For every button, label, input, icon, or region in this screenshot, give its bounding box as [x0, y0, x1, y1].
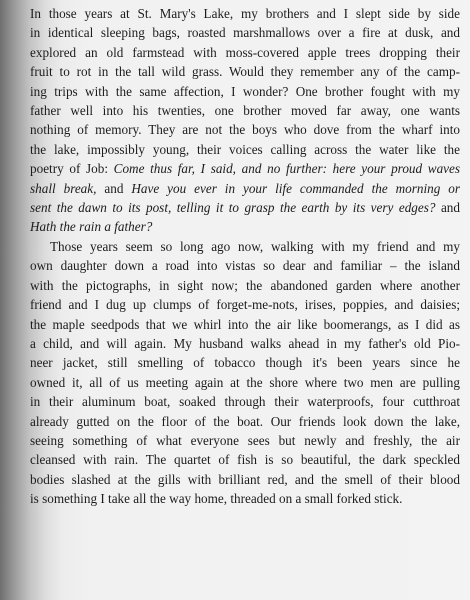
text-line	[30, 179, 460, 198]
text-line: the lake, impossibly young, their voices calling across the water like the	[30, 141, 460, 157]
text-line: nothing of memory. They are not the boys who dove from the wharf into	[30, 122, 460, 138]
job-quote: shall break,	[30, 180, 97, 196]
text-line: in their aluminum boat, soaked through their waterproofs, four cutthroat	[30, 394, 460, 410]
job-quote: Hath the rain a father?	[30, 219, 153, 235]
body-text	[30, 4, 460, 509]
text-line: ing trips with the same affection, I wonder? One brother fought with my	[30, 83, 460, 99]
text-line: In those years at St. Mary's Lake, my brothers and I slept side by side	[30, 6, 460, 21]
text-line	[30, 159, 460, 178]
job-quote: Come thus far, I said, and no further: here your proud waves	[113, 161, 460, 177]
text-line: cleansed with rain. The quartet of fish is so beautiful, the dark speckled	[30, 452, 460, 468]
text-line: seeing something of what everyone sees but newly and freshly, the air	[30, 432, 460, 448]
text-line: Those years seem so long ago now, walking with my friend and my	[50, 238, 460, 254]
text-line: father well into his twenties, one brother moved far away, one wants	[30, 103, 460, 119]
text-line: a child, and will again. My husband walks ahead in my father's old Pio-	[30, 335, 460, 351]
job-quote: Have you ever in your life commanded the morning or	[131, 180, 460, 196]
text-line: the maple seedpods that we whirl into the air like boomerangs, as I did as	[30, 316, 460, 332]
text-line: in identical sleeping bags, roasted marshmallows over a fire at dusk, and	[30, 25, 460, 41]
text-line: own daughter down a road into vistas so dear and familiar – the island	[30, 258, 460, 274]
text-line: is something I take all the way home, threaded on a small forked stick.	[30, 491, 403, 507]
job-quote: sent the dawn to its post, telling it to grasp the earth by its very edges?	[30, 200, 436, 216]
text-segment: and	[96, 180, 132, 196]
text-line: neer jacket, still smelling of tobacco though it's been years since he	[30, 355, 460, 371]
text-line: bodies slashed at the gills with brilliant red, and the smell of their blood	[30, 471, 460, 487]
text-line: explored an old farmstead with moss-covered apple trees dropping their	[30, 44, 460, 60]
text-line: fruit to rot in the tall wild grass. Would they remember any of the camp-	[30, 64, 460, 80]
text-line: with the pictographs, in sight now; the abandoned garden where another	[30, 277, 460, 293]
text-line: friend and I dug up clumps of forget-me-nots, irises, poppies, and daisies;	[30, 297, 460, 313]
text-line	[30, 198, 460, 217]
text-line	[30, 217, 460, 236]
text-line: owned it, all of us meeting again at the shore where two men are pulling	[30, 374, 460, 390]
text-line: already gutted on the floor of the boat. Our friends look down the lake,	[30, 413, 460, 429]
text-segment: poetry of Job:	[30, 161, 114, 177]
text-segment: and	[435, 200, 460, 216]
